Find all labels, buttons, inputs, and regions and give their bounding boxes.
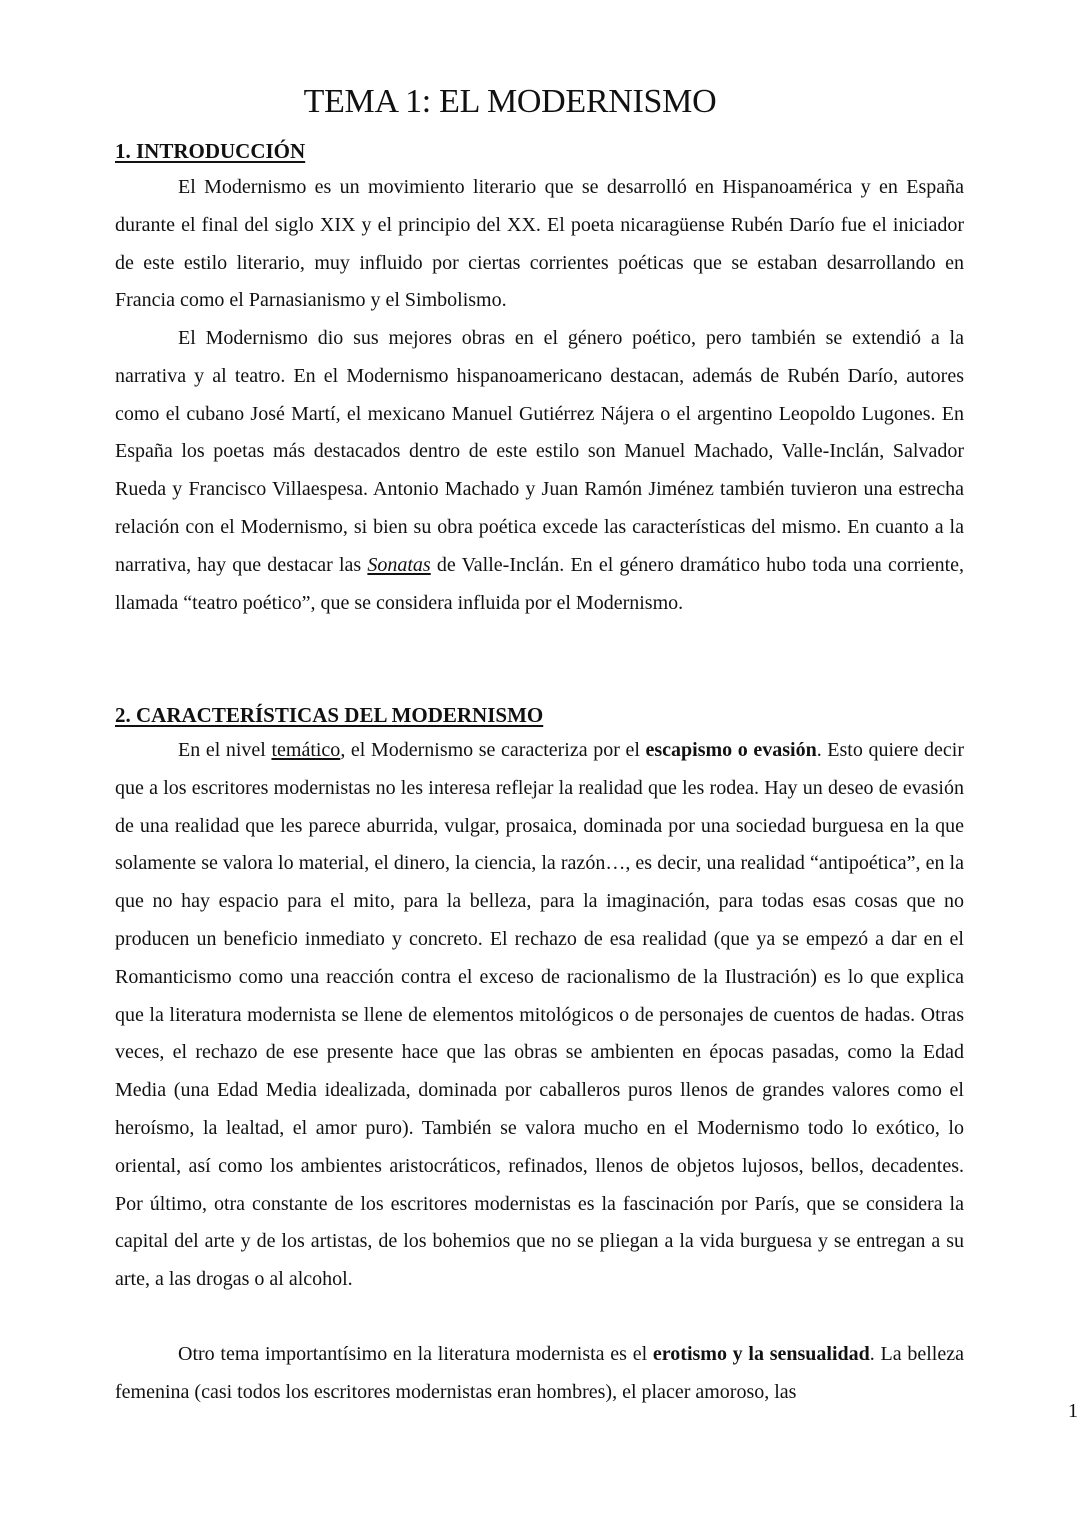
- paragraph-caracteristicas-2: [115, 1336, 964, 1412]
- paragraph-text: de Valle-Inclán. En el género dramático hubo toda una corriente, llamada “teatro poético”, que se considera influida por el Modernismo.: [115, 553, 965, 614]
- paragraph-caracteristicas-1: [115, 732, 964, 1299]
- bold-escapismo: escapismo o evasión: [645, 739, 817, 761]
- underlined-tematico: temático: [271, 739, 341, 761]
- paragraph-text: . La belleza femenina (casi todos los escritores modernistas eran hombres), el placer amoroso, las: [115, 1343, 964, 1403]
- bold-erotismo: erotismo y la sensualidad: [652, 1343, 870, 1365]
- paragraph-text: En el nivel: [178, 739, 272, 761]
- document-title: TEMA 1: EL MODERNISMO: [303, 83, 717, 120]
- paragraph-text: El Modernismo dio sus mejores obras en el género poético, pero también se extendió a la narrativa y al teatro. En el Modernismo hispanoamericano destacan, además de Rubén Darío, autores como el cubano José Martí, el mexicano Manuel Gutiérrez Nájera o el argentino Leopoldo Lugones. En España los poetas más destacados dentro de este estilo son Manuel Machado, Valle-Inclán, Salvador Rueda y Francisco Villaespesa. Antonio Machado y Juan Ramón Jiménez también tuvieron una estrecha relación con el Modernismo, si bien su obra poética excede las características del mismo. En cuanto a la narrativa, hay que destacar las: [115, 327, 964, 576]
- section-heading-introduccion: 1. INTRODUCCIÓN: [115, 139, 306, 163]
- paragraph-text: El Modernismo es un movimiento literario que se desarrolló en Hispanoamérica y en España durante el final del siglo XIX y el principio del XX. El poeta nicaragüense Rubén Darío fue el iniciador de este estilo literario, muy influido por ciertas corrientes poéticas que se estaban desarrollando en Francia como el Parnasianismo y el Simbolismo.: [115, 176, 964, 312]
- paragraph-text: , el Modernismo se caracteriza por el: [340, 739, 646, 761]
- section-heading-caracteristicas: 2. CARACTERÍSTICAS DEL MODERNISMO: [115, 703, 544, 727]
- paragraph-intro-1: [115, 169, 964, 320]
- page-number: 1: [1068, 1400, 1078, 1422]
- emphasis-sonatas: Sonatas: [367, 553, 431, 576]
- paragraph-text: Otro tema importantísimo en la literatura modernista es el: [178, 1343, 653, 1365]
- paragraph-intro-2: [115, 320, 964, 622]
- paragraph-text: . Esto quiere decir que a los escritores modernistas no les interesa reflejar la realidad que les rodea. Hay un deseo de evasión de una realidad que les parece aburrida, vulgar, prosaica, dominada por una sociedad burguesa en la que solamente se valora lo material, el dinero, la ciencia, la razón…, es decir, una realidad “antipoética”, en la que no hay espacio para el mito, para la belleza, para la imaginación, para todas esas cosas que no producen un beneficio inmediato y concreto. El rechazo de esa realidad (que ya se empezó a dar en el Romanticismo como una reacción contra el exceso de racionalismo de la Ilustración) es lo que explica que la literatura modernista se llene de elementos mitológicos o de personajes de cuentos de hadas. Otras veces, el rechazo de ese presente hace que las obras se ambienten en épocas pasadas, como la Edad Media (una Edad Media idealizada, dominada por caballeros puros llenos de grandes valores como el heroísmo, la lealtad, el amor puro). También se valora mucho en el Modernismo todo lo exótico, lo oriental, así como los ambientes aristocráticos, refinados, llenos de objetos lujosos, bellos, decadentes. Por último, otra constante de los escritores modernistas es la fascinación por París, que se considera la capital del arte y de los artistas, de los bohemios que no se pliegan a la vida burguesa y se entregan a su arte, a las drogas o al alcohol.: [115, 739, 965, 1291]
